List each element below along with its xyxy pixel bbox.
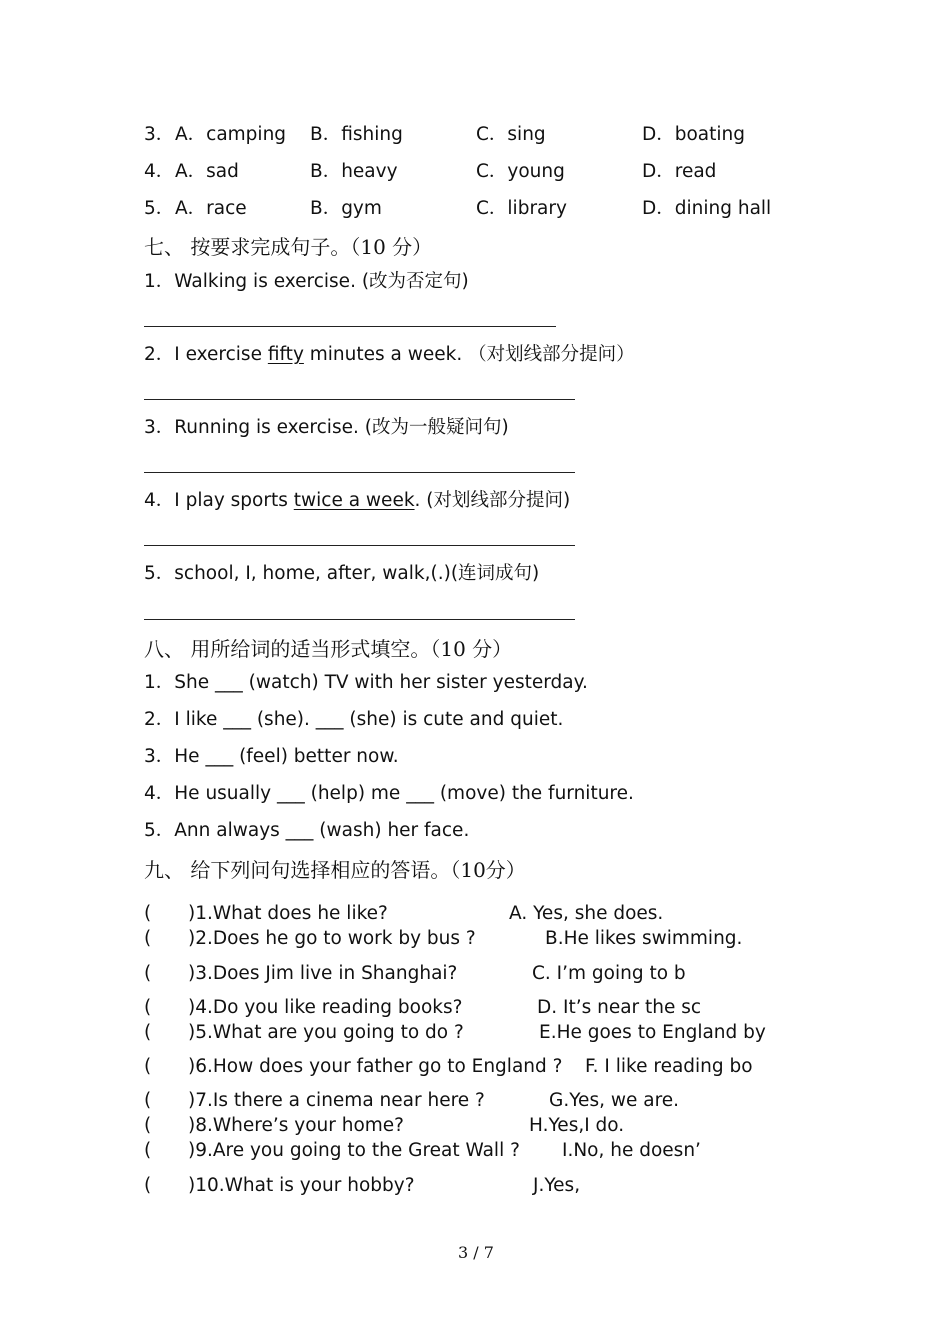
answer-line-2[interactable] [144,399,575,400]
answer-text: B.He likes swimming. [545,928,743,949]
answer-text: E.He goes to England by [539,1022,766,1043]
option-a: A．race [175,198,247,219]
item-text-pre: 2．I exercise [144,344,268,365]
section-8-title: 八、 用所给词的适当形式填空。（10 分） [144,637,513,661]
question-text: )6.How does your father go to England ? [188,1056,563,1077]
item-text-post: . (对划线部分提问) [414,490,571,511]
question-text: )9.Are you going to the Great Wall ? [188,1140,520,1161]
answer-bracket[interactable]: ( [144,1056,152,1077]
answer-line-5[interactable] [144,619,575,620]
section-8-item-1: 1．She ___ (watch) TV with her sister yesterday. [144,672,588,693]
item-text-pre: 4．I play sports [144,490,294,511]
section-7-item-5: 5．school, I, home, after, walk,(.)(连词成句) [144,563,540,584]
answer-line-3[interactable] [144,472,575,473]
option-d: D．boating [642,124,746,145]
underlined-phrase: fifty [267,344,304,365]
option-c: C．library [476,198,567,219]
page-number: 3 / 7 [458,1243,494,1262]
answer-text: F. I like reading bo [585,1056,753,1077]
option-b: B．gym [310,198,382,219]
answer-line-1[interactable] [144,326,556,327]
question-text: )3.Does Jim live in Shanghai? [188,963,458,984]
answer-bracket[interactable]: ( [144,997,152,1018]
answer-bracket[interactable]: ( [144,963,152,984]
answer-text: J.Yes, [533,1175,581,1196]
section-7-item-1: 1．Walking is exercise. (改为否定句) [144,271,469,292]
question-text: )2.Does he go to work by bus ? [188,928,476,949]
answer-bracket[interactable]: ( [144,1175,152,1196]
section-8-item-5: 5．Ann always ___ (wash) her face. [144,820,470,841]
item-text-post: minutes a week. （对划线部分提问） [303,344,635,365]
answer-bracket[interactable]: ( [144,1090,152,1111]
answer-bracket[interactable]: ( [144,1022,152,1043]
answer-text: D. It’s near the sc [537,997,702,1018]
answer-text: C. I’m going to b [532,963,686,984]
option-d: D．read [642,161,717,182]
section-8-item-4: 4．He usually ___ (help) me ___ (move) the furniture. [144,783,634,804]
option-c: C．young [476,161,565,182]
answer-bracket[interactable]: ( [144,1140,152,1161]
answer-line-4[interactable] [144,545,575,546]
question-text: )4.Do you like reading books? [188,997,463,1018]
question-text: )5.What are you going to do ? [188,1022,464,1043]
option-a: A．sad [175,161,239,182]
question-text: )8.Where’s your home? [188,1115,404,1136]
option-a: A．camping [175,124,287,145]
answer-text: I.No, he doesn’ [562,1140,701,1161]
answer-bracket[interactable]: ( [144,1115,152,1136]
section-8-item-2: 2．I like ___ (she). ___ (she) is cute and quiet. [144,709,564,730]
section-7-item-2 [144,340,635,366]
option-c: C．sing [476,124,546,145]
option-d: D．dining hall [642,198,772,219]
section-9-title: 九、 给下列问句选择相应的答语。（10分） [144,858,526,882]
option-b: B．heavy [310,161,398,182]
underlined-phrase: twice a week [293,490,415,511]
answer-bracket[interactable]: ( [144,928,152,949]
question-number: 4． [144,161,175,182]
question-text: )7.Is there a cinema near here ? [188,1090,485,1111]
answer-text: G.Yes, we are. [549,1090,680,1111]
answer-text: A. Yes, she does. [509,903,664,924]
question-number: 3． [144,124,175,145]
option-b: B．fishing [310,124,403,145]
answer-text: H.Yes,I do. [529,1115,625,1136]
question-number: 5． [144,198,175,219]
question-text: )1.What does he like? [188,903,388,924]
section-8-item-3: 3．He ___ (feel) better now. [144,746,399,767]
question-text: )10.What is your hobby? [188,1175,415,1196]
section-7-item-4 [144,486,570,512]
section-7-title: 七、 按要求完成句子。（10 分） [144,235,433,259]
answer-bracket[interactable]: ( [144,903,152,924]
section-7-item-3: 3．Running is exercise. (改为一般疑问句) [144,417,509,438]
